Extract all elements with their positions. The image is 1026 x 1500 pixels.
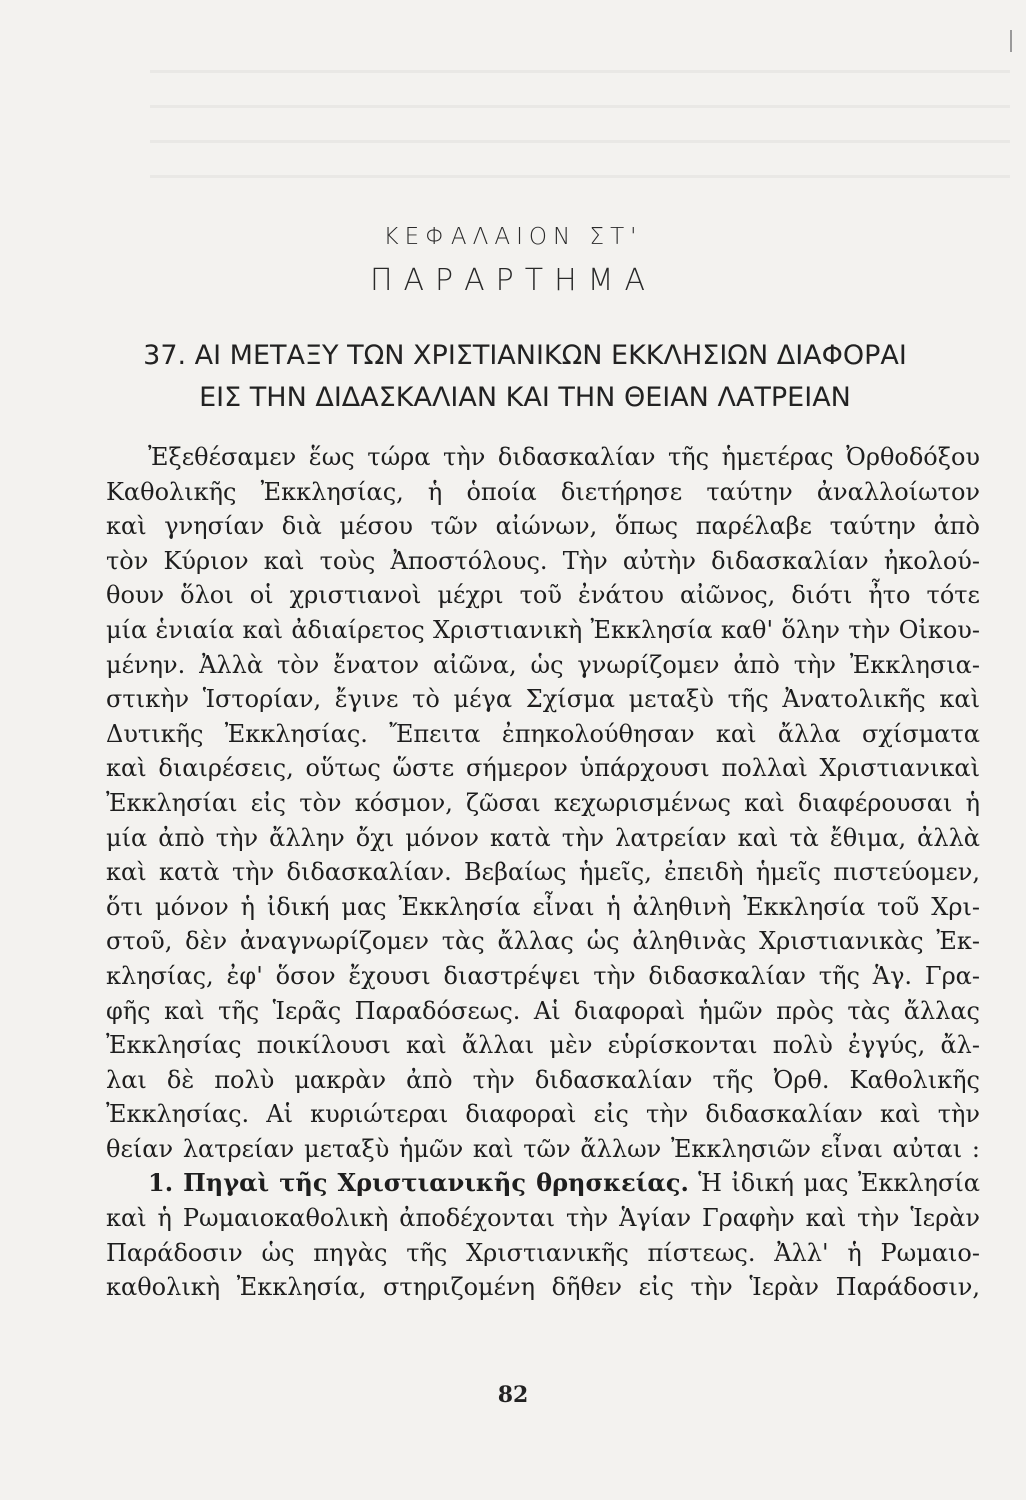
text-line: Ἐκκλησίαι εἰς τὸν κόσμον, ζῶσαι κεχωρισμένως καὶ διαφέρουσαι ἡ [106, 788, 980, 817]
text-line: θείαν λατρείαν μεταξὺ ἡμῶν καὶ τῶν ἄλλων Ἐκκλησιῶν εἶναι αὐται : [106, 1134, 980, 1163]
chapter-title: ΠΑΡΑΡΤΗΜΑ [369, 263, 657, 298]
bleed-through-shadow [150, 105, 1010, 108]
chapter-label: ΚΕΦΑΛΑΙΟΝ ΣΤ' [383, 224, 643, 250]
text-line: κλησίας, ἐφ' ὅσον ἔχουσι διαστρέψει τὴν διδασκαλίαν τῆς Ἁγ. Γρα- [106, 961, 980, 990]
text-line: καὶ ἡ Ρωμαιοκαθολικὴ ἀποδέχονται τὴν Ἁγίαν Γραφὴν καὶ τὴν Ἱερὰν [106, 1204, 980, 1233]
text-line: καὶ κατὰ τὴν διδασκαλίαν. Βεβαίως ἡμεῖς, ἐπειδὴ ἡμεῖς πιστεύομεν, [106, 858, 980, 887]
page-number: 82 [497, 1382, 529, 1408]
text-line: μένην. Ἀλλὰ τὸν ἔνατον αἰῶνα, ὡς γνωρίζομεν ἀπὸ τὴν Ἐκκλησια- [106, 650, 980, 679]
text-line: στοῦ, δὲν ἀναγνωρίζομεν τὰς ἄλλας ὡς ἀληθινὰς Χριστιανικὰς Ἐκ- [106, 927, 980, 956]
text-line: Δυτικῆς Ἐκκλησίας. Ἔπειτα ἐπηκολούθησαν καὶ ἄλλα σχίσματα [106, 719, 980, 748]
text-line: ὅτι μόνον ἡ ἰδική μας Ἐκκλησία εἶναι ἡ ἀληθινὴ Ἐκκλησία τοῦ Χρι- [106, 892, 980, 921]
text-line: Καθολικῆς Ἐκκλησίας, ἡ ὁποία διετήρησε ταύτην ἀναλλοίωτον [106, 477, 980, 506]
edge-mark [1010, 30, 1012, 52]
bleed-through-shadow [150, 70, 1010, 73]
text-line: μία ἑνιαία καὶ ἀδιαίρετος Χριστιανικὴ Ἐκκλησία καθ' ὅλην τὴν Οἰκου- [106, 615, 980, 644]
subsection-title: 1. Πηγαὶ τῆς Χριστιανικῆς θρησκείας. [148, 1168, 689, 1198]
text-line: καθολικὴ Ἐκκλησία, στηριζομένη δῆθεν εἰς τὴν Ἱερὰν Παράδοσιν, [106, 1273, 980, 1302]
body-text [106, 440, 980, 1305]
text-line: Παράδοσιν ὡς πηγὰς τῆς Χριστιανικῆς πίστεως. Ἀλλ' ἡ Ρωμαιο- [106, 1238, 980, 1267]
bleed-through-shadow [150, 175, 1010, 178]
text-line: Ἐκκλησίας ποικίλουσι καὶ ἄλλαι μὲν εὑρίσκονται πολὺ ἐγγύς, ἄλ- [106, 1031, 980, 1060]
subsection-text: Ἡ ἰδική μας Ἐκκλησία [688, 1169, 980, 1198]
text-line: λαι δὲ πολὺ μακρὰν ἀπὸ τὴν διδασκαλίαν τῆς Ὀρθ. Καθολικῆς [106, 1065, 980, 1094]
text-line: Ἐκκλησίας. Αἱ κυριώτεραι διαφοραὶ εἰς τὴν διδασκαλίαν καὶ τὴν [106, 1100, 980, 1129]
text-line: Ἐξεθέσαμεν ἕως τώρα τὴν διδασκαλίαν τῆς ἡμετέρας Ὀρθοδόξου [148, 443, 980, 471]
text-line: στικὴν Ἱστορίαν, ἔγινε τὸ μέγα Σχίσμα μεταξὺ τῆς Ἀνατολικῆς καὶ [106, 685, 980, 714]
text-line: μία ἀπὸ τὴν ἄλλην ὄχι μόνον κατὰ τὴν λατρείαν καὶ τὰ ἔθιμα, ἀλλὰ [106, 823, 980, 852]
text-line: καὶ διαιρέσεις, οὕτως ὥστε σήμερον ὑπάρχουσι πολλαὶ Χριστιανικαὶ [106, 754, 980, 783]
section-heading-line: ΕΙΣ ΤΗΝ ΔΙΔΑΣΚΑΛΙΑΝ ΚΑΙ ΤΗΝ ΘΕΙΑΝ ΛΑΤΡΕΙΑΝ [199, 382, 851, 413]
text-line: τὸν Κύριον καὶ τοὺς Ἀποστόλους. Τὴν αὐτὴν διδασκαλίαν ἠκολού- [106, 546, 980, 575]
text-line: καὶ γνησίαν διὰ μέσου τῶν αἰώνων, ὅπως παρέλαβε ταύτην ἀπὸ [106, 512, 980, 541]
text-line: φῆς καὶ τῆς Ἱερᾶς Παραδόσεως. Αἱ διαφοραὶ ἡμῶν πρὸς τὰς ἄλλας [106, 996, 980, 1025]
text-line: θουν ὅλοι οἱ χριστιανοὶ μέχρι τοῦ ἐνάτου αἰῶνος, διότι ἦτο τότε [106, 581, 980, 610]
section-heading-line: 37. ΑΙ ΜΕΤΑΞΥ ΤΩΝ ΧΡΙΣΤΙΑΝΙΚΩΝ ΕΚΚΛΗΣΙΩΝ ΔΙΑΦΟΡΑΙ [143, 340, 907, 371]
section-heading [120, 335, 930, 419]
subsection-line [106, 1166, 980, 1201]
bleed-through-shadow [150, 140, 1010, 143]
